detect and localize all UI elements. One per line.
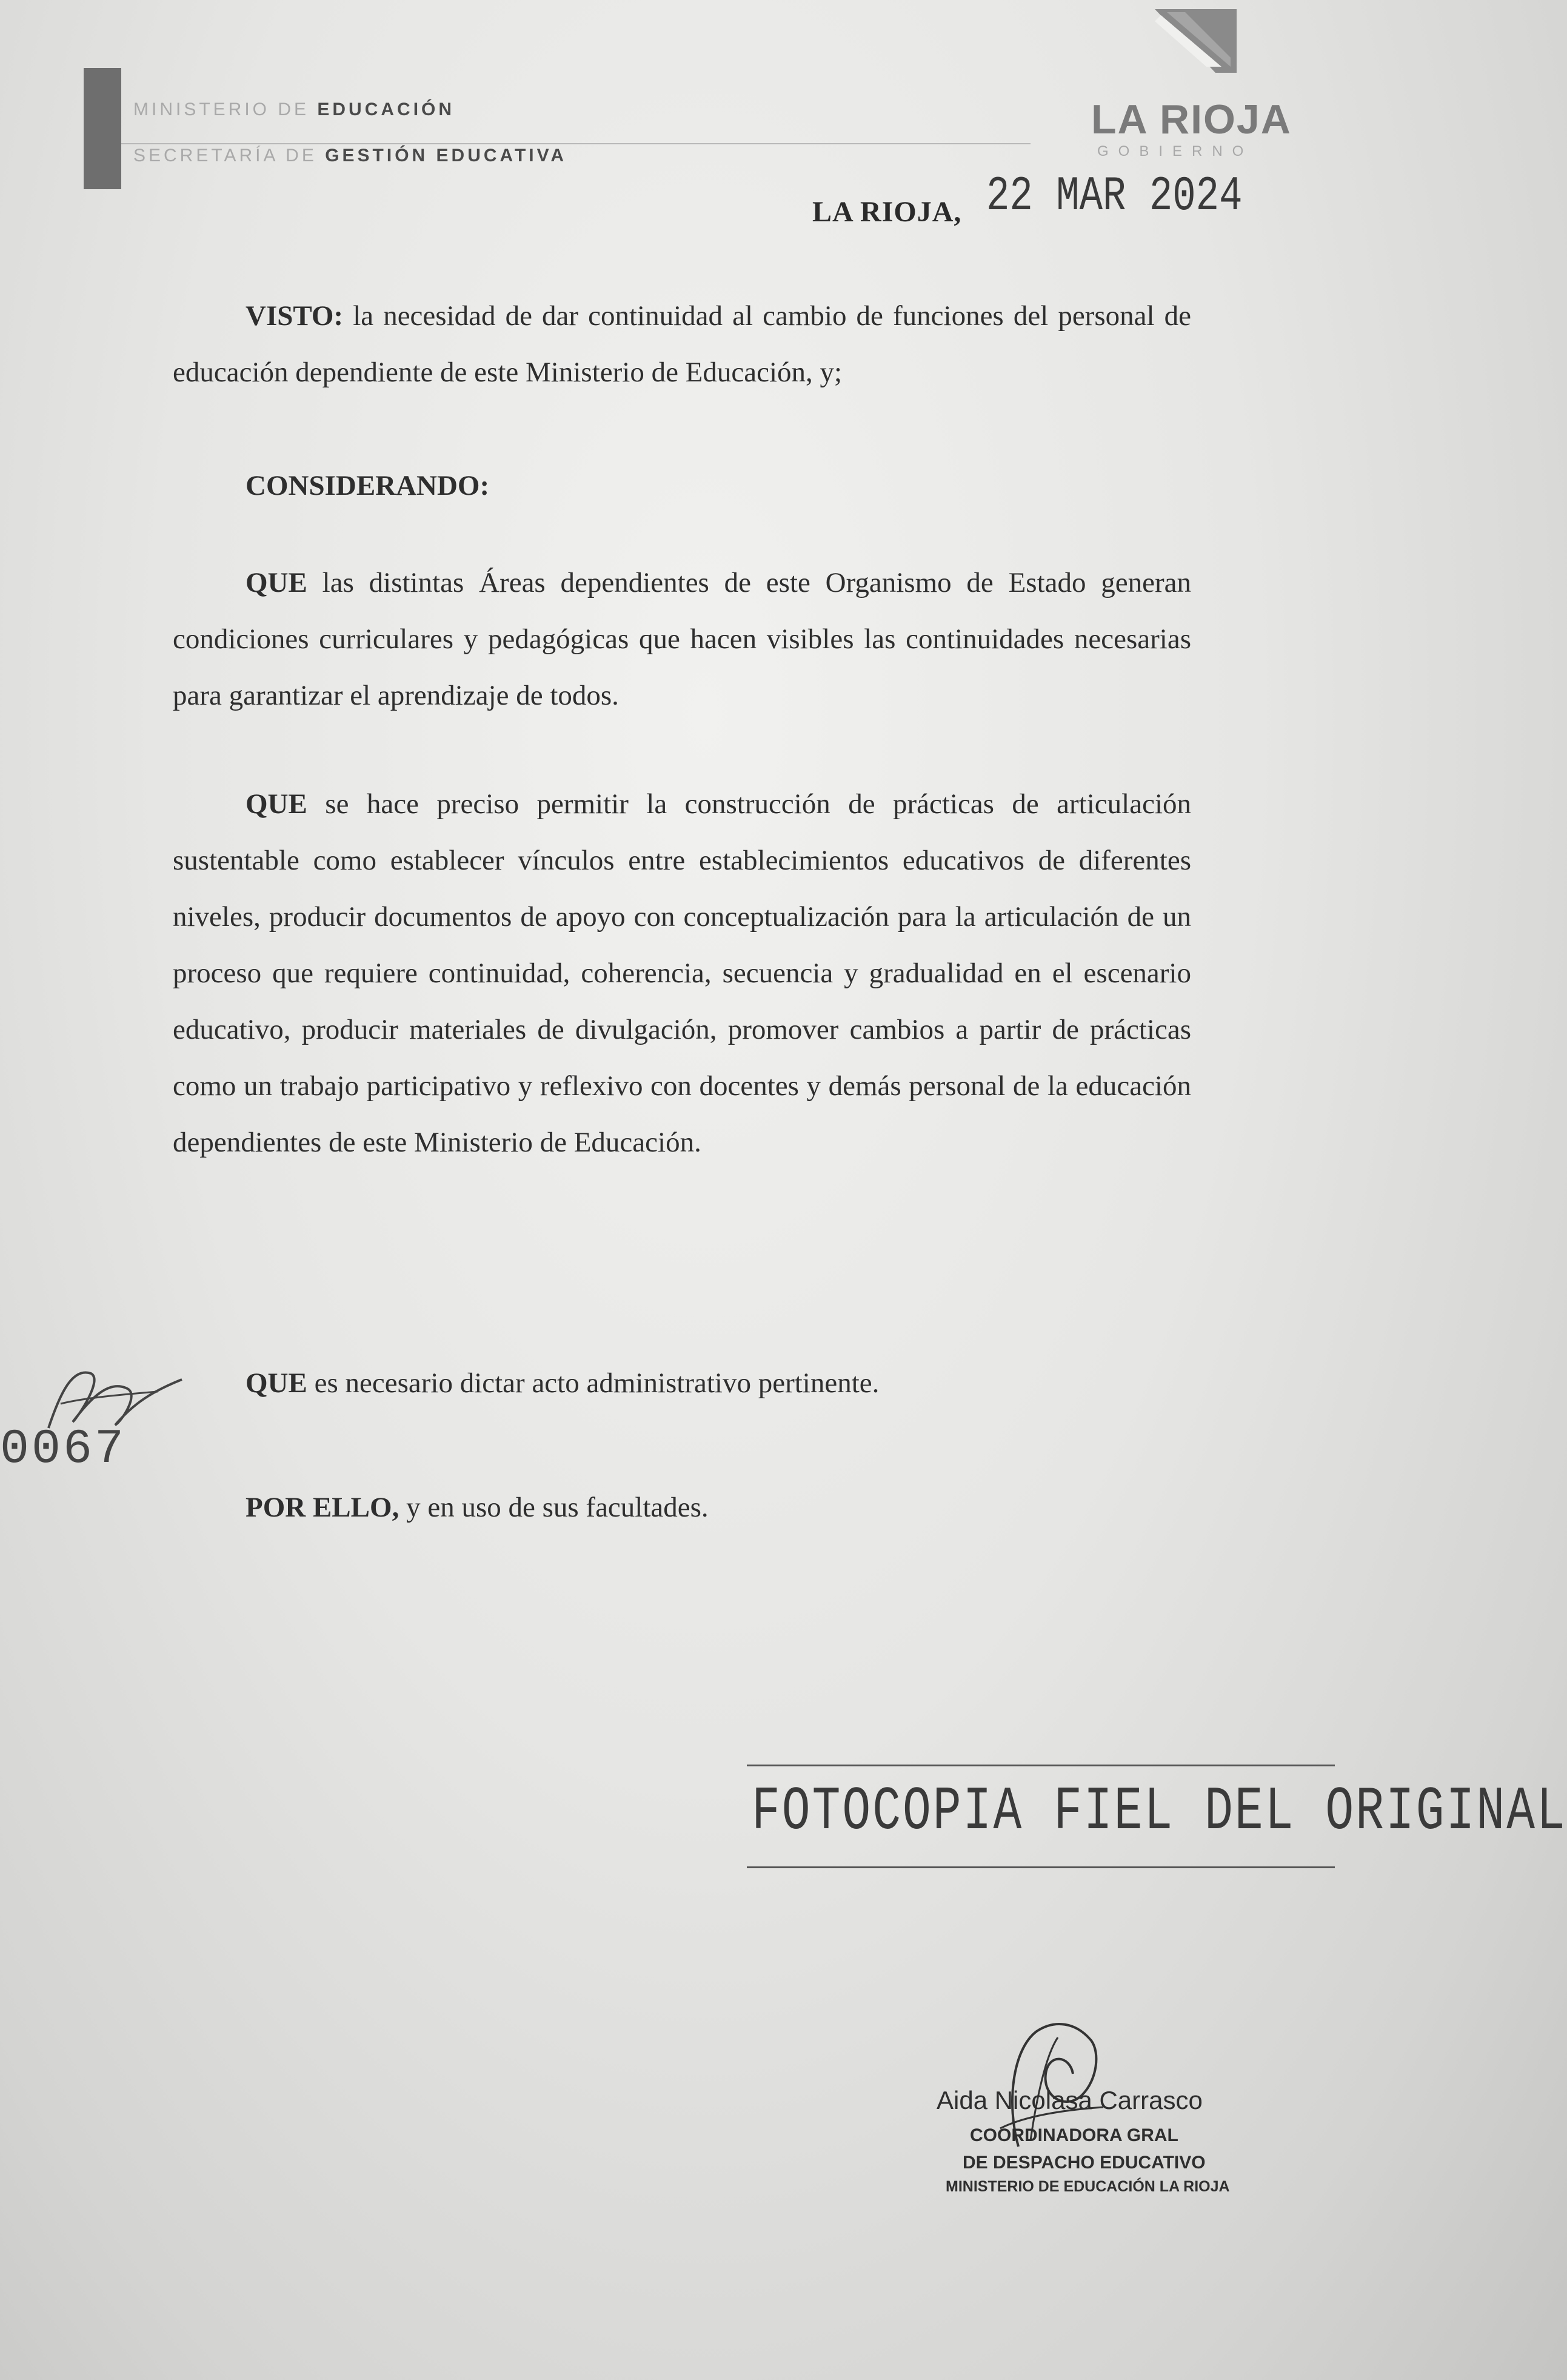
signatory-title-line2: DE DESPACHO EDUCATIVO xyxy=(963,2153,1206,2173)
que3-keyword: QUE xyxy=(246,1367,307,1399)
que2-keyword: QUE xyxy=(246,788,307,820)
porello-text: y en uso de sus facultades. xyxy=(406,1492,709,1523)
visto-keyword: VISTO: xyxy=(246,300,344,332)
date-stamp: 22 MAR 2024 xyxy=(986,170,1243,224)
visto-text: la necesidad de dar continuidad al cambio de funciones del personal de educación dependiente de este Ministerio de Educación, y; xyxy=(173,300,1191,388)
secretariat-name: GESTIÓN EDUCATIVA xyxy=(325,146,567,166)
porello-keyword: POR ELLO, xyxy=(246,1492,399,1523)
secretariat-prefix: SECRETARÍA DE xyxy=(133,146,317,166)
logo-subtitle: GOBIERNO xyxy=(1097,143,1254,159)
letterhead-bar xyxy=(84,68,121,189)
logo-name: LA RIOJA xyxy=(1091,96,1292,142)
certification-stamp: FOTOCOPIA FIEL DEL ORIGINAL xyxy=(752,1778,1567,1848)
signatory-name: Aida Nicolasa Carrasco xyxy=(937,2086,1203,2114)
que1-text: las distintas Áreas dependientes de este Organismo de Estado generan condiciones curriculares y pedagógicas que hacen visibles las continuidades necesarias para garantizar el aprendizaje de todos. xyxy=(173,567,1192,711)
signatory-title-line3: MINISTERIO DE EDUCACIÓN LA RIOJA xyxy=(946,2178,1230,2195)
ministry-name: EDUCACIÓN xyxy=(317,99,455,119)
ministry-prefix: MINISTERIO DE xyxy=(133,99,310,119)
porello-paragraph xyxy=(173,1480,1191,1536)
que1-paragraph xyxy=(173,555,1191,724)
signatory-title-line1: COORDINADORA GRAL xyxy=(970,2125,1178,2145)
date-place: LA RIOJA, xyxy=(812,196,962,228)
que1-keyword: QUE xyxy=(246,567,307,598)
secretariat-line xyxy=(133,146,567,166)
que3-paragraph xyxy=(173,1355,1191,1412)
letterhead-divider xyxy=(121,143,1031,144)
considerando-heading: CONSIDERANDO: xyxy=(246,470,490,501)
margin-number: 0067 xyxy=(0,1422,127,1477)
visto-paragraph xyxy=(173,288,1191,401)
que2-paragraph xyxy=(173,776,1191,1171)
que2-text: se hace preciso permitir la construcción de prácticas de articulación sustentable como establecer vínculos entre establecimientos educativos de diferentes niveles, producir documentos de apoyo con conceptualización para la articulación de un proceso que requiere continuidad, coherencia, secuencia y gradualidad en el escenario educativo, producir materiales de divulgación, promover cambios a partir de prácticas como un trabajo participativo y reflexivo con docentes y demás personal de la educación dependientes de este Ministerio de Educación. xyxy=(173,788,1191,1158)
la-rioja-logo-icon xyxy=(1149,6,1240,79)
ministry-line xyxy=(133,99,455,120)
que3-text: es necesario dictar acto administrativo pertinente. xyxy=(314,1367,880,1399)
